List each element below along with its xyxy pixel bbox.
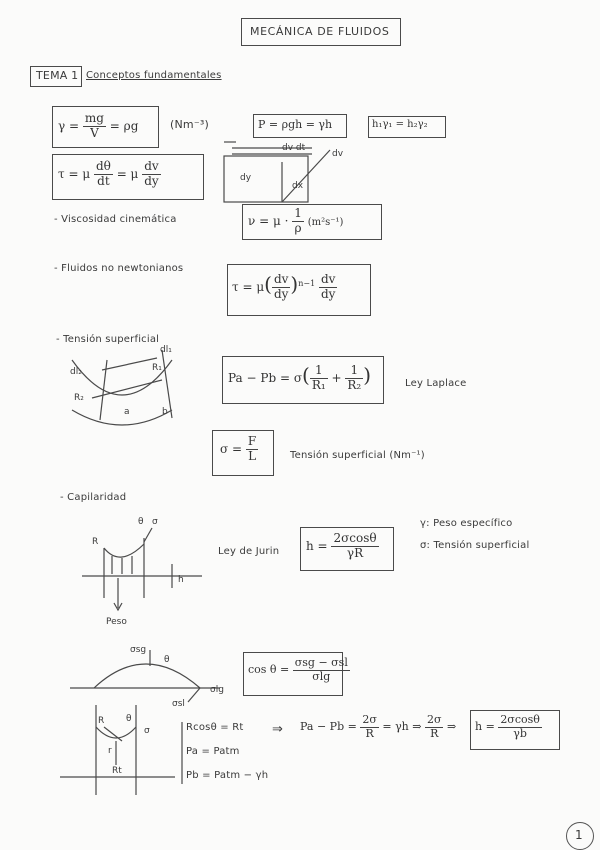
capillarity-sketch [82, 508, 202, 628]
lap-d2: R₂ [347, 378, 362, 392]
tube-bracket [176, 722, 186, 786]
sigma-lhs: σ = [220, 441, 243, 456]
contact-lhs: cos θ = [248, 663, 290, 677]
tube-r: R [98, 716, 105, 726]
tube-sketch [60, 705, 180, 800]
jurin-note1: γ: Peso específico [420, 518, 513, 529]
lap-n1: 1 [310, 364, 328, 379]
sigma-frac [246, 435, 258, 464]
pressure-eq: P = ρgh = γh [258, 118, 333, 131]
visc-frac [292, 207, 304, 236]
tube-rr: r [108, 746, 112, 756]
contact-sketch [70, 640, 230, 710]
tube-rt: Rt [112, 766, 122, 776]
tema-heading: Conceptos fundamentales [86, 70, 222, 81]
surface-sketch [62, 340, 192, 440]
tube-final-frac [498, 714, 542, 740]
cap-peso: Peso [106, 617, 127, 627]
contact-theta: θ [164, 655, 170, 665]
contact-sl: σsl [172, 699, 185, 709]
tube-note2: Pa = Patm [186, 746, 240, 757]
tube-frac2 [425, 714, 444, 740]
sigma-label: Tensión superficial (Nm⁻¹) [290, 450, 425, 461]
st-r1: R₁ [152, 363, 162, 373]
page-number: 1 [575, 828, 583, 842]
laplace-eq: Pa − Pb = σ( $\frac{1}{\text{R₁}}$ + $\frac{1}{\text{R₂}}$ ) [228, 363, 372, 392]
nn-exp: n−1 [298, 279, 316, 288]
shear-lhs: τ = μ [58, 166, 91, 181]
visc-num: 1 [294, 206, 302, 220]
visc-units: (m²s⁻¹) [307, 216, 344, 228]
sigma-den: L [248, 448, 257, 463]
st-b: b [162, 407, 168, 417]
tube-eq3: ⇒ [446, 720, 457, 734]
tube-final-den: γb [513, 726, 527, 740]
viscosity-eq [248, 207, 343, 236]
sw-units: (Nm⁻³) [170, 118, 209, 131]
lap-lhs: Pa − Pb = σ [228, 371, 303, 385]
lap-frac2 [345, 364, 363, 393]
contact-sg: σsg [130, 645, 147, 655]
nonnewton-eq: τ = μ( $\frac{dv}{dy}$ )$^{n-1}$ $\frac{dv}{dy}$ [232, 272, 336, 301]
nn-den2: dy [321, 287, 336, 301]
st-a: a [124, 407, 130, 417]
shear-num2: dv [144, 159, 159, 173]
sw-num: mg [84, 111, 104, 125]
tube-eq1: Pa − Pb = [300, 720, 357, 734]
lap-d1: R₁ [311, 378, 326, 392]
tube-final-lhs: h = [475, 720, 495, 734]
nn-lhs: τ = μ [232, 280, 265, 294]
laplace-law: Ley Laplace [405, 378, 467, 389]
tube-arrow: ⇒ [272, 722, 284, 737]
shear-frac1 [94, 160, 113, 189]
specific-weight-eq [58, 112, 138, 141]
sw-lhs: γ = [58, 118, 80, 133]
tube-n2: 2σ [426, 713, 442, 726]
sigma-num: F [247, 434, 257, 448]
surface-tension-label: - Tensión superficial [56, 334, 160, 345]
tube-eq2: = γh ⇒ [382, 720, 422, 734]
page-title: MECÁNICA DE FLUIDOS [250, 25, 390, 38]
sw-rhs: = ρg [109, 118, 139, 133]
shear-den2: dy [144, 173, 159, 188]
sketch-dy: dy [240, 173, 252, 183]
shear-sketch [222, 140, 362, 210]
tube-eq [300, 714, 456, 740]
shear-den1: dt [97, 173, 110, 188]
jurin-den: γR [346, 545, 364, 560]
capillarity-label: - Capilaridad [60, 492, 127, 503]
lap-frac1 [310, 364, 328, 393]
contact-lg: σlg [210, 685, 224, 695]
jurin-frac [331, 532, 378, 561]
tube-theta: θ [126, 714, 132, 724]
nn-frac [272, 273, 290, 302]
nonnewton-label: - Fluidos no newtonianos [54, 263, 184, 274]
viscosity-label: - Viscosidad cinemática [54, 214, 177, 225]
jurin-num: 2σcosθ [333, 531, 377, 545]
st-r2: R₂ [74, 393, 84, 403]
nn-num: dv [273, 272, 289, 287]
jurin-note2: σ: Tensión superficial [420, 540, 530, 551]
shear-mid: = μ [116, 166, 139, 181]
tema-label: TEMA 1 [36, 69, 79, 82]
sketch-dx: dx [292, 181, 304, 191]
tube-d2: R [430, 726, 439, 740]
st-dl2: dl₂ [70, 367, 82, 377]
sigma-eq [220, 435, 258, 464]
contact-frac [293, 657, 350, 683]
jurin-lhs: h = [306, 538, 328, 553]
visc-lhs: ν = μ · [248, 213, 289, 228]
sw-den: V [90, 125, 99, 140]
tube-d1: R [365, 726, 374, 740]
sketch-dv: dv [332, 149, 344, 159]
tube-frac1 [360, 714, 379, 740]
jurin-label: Ley de Jurin [218, 546, 280, 557]
jurin-eq [306, 532, 379, 561]
nn-frac2 [319, 273, 337, 302]
sw-frac [83, 112, 106, 141]
cap-theta: θ [138, 517, 144, 527]
cap-h: h [178, 575, 184, 585]
lap-n2: 1 [345, 364, 363, 379]
visc-den: ρ [294, 220, 302, 235]
tube-final-num: 2σcosθ [500, 713, 540, 726]
shear-frac2 [142, 160, 160, 189]
tube-note3: Pb = Patm − γh [186, 770, 269, 781]
tube-sigma: σ [144, 726, 150, 736]
title-box [241, 18, 401, 46]
nn-num2: dv [321, 272, 336, 287]
pressure-small-eq: h₁γ₁ = h₂γ₂ [372, 119, 428, 130]
contact-num: σsg − σsl [294, 656, 348, 669]
st-dl1: dl₁ [160, 345, 172, 355]
contact-eq [248, 657, 350, 683]
tube-note1: Rcosθ = Rt [186, 722, 244, 733]
shear-num1: dθ [95, 159, 111, 173]
tube-n1: 2σ [362, 713, 377, 726]
cap-sigma: σ [152, 517, 158, 527]
contact-den: σlg [312, 669, 331, 683]
shear-eq [58, 160, 161, 189]
tube-final-eq [475, 714, 542, 740]
cap-r: R [92, 537, 99, 547]
nn-den: dy [273, 287, 289, 301]
sketch-dvdt: dv dt [282, 143, 306, 153]
